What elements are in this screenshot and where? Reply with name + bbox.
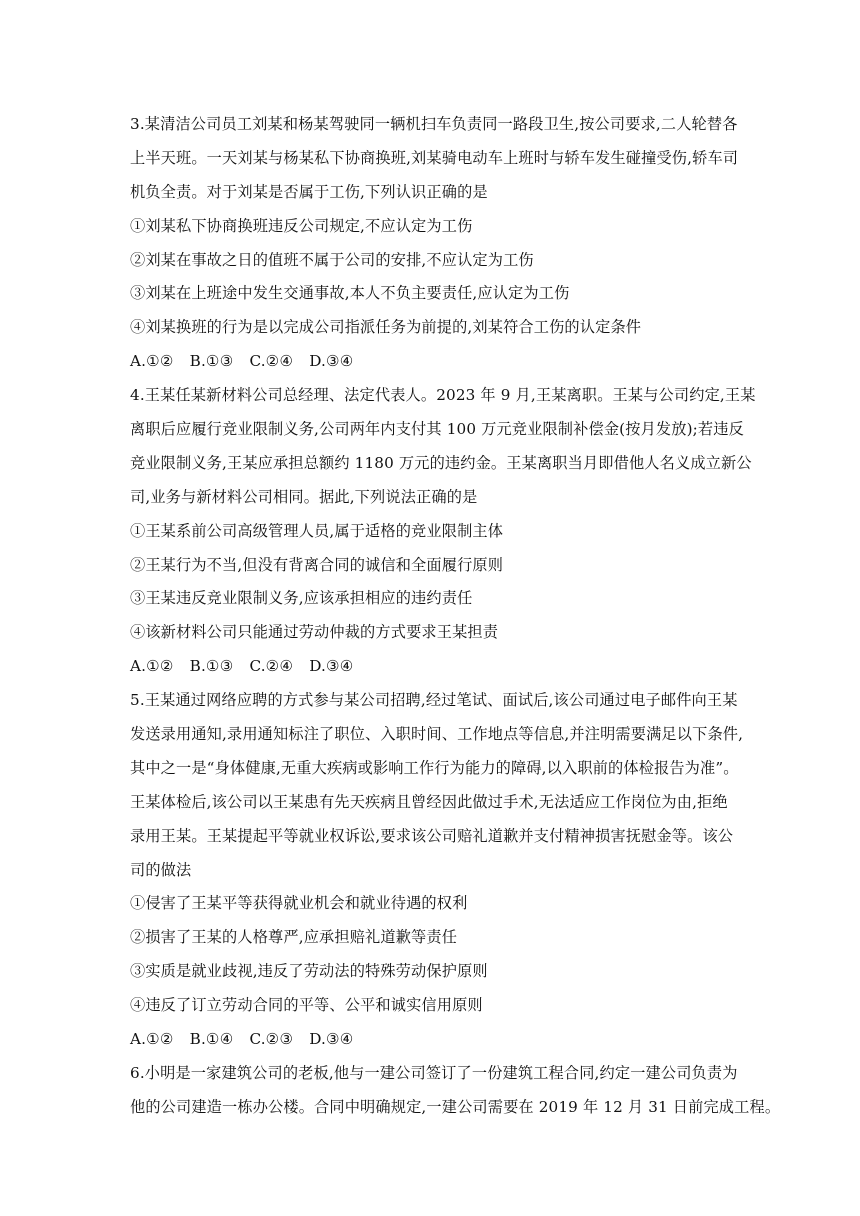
answer-choice-d: D.③④ xyxy=(309,1030,354,1049)
question-content xyxy=(130,108,781,1125)
answer-choice-b: B.①④ xyxy=(189,1030,234,1049)
question-stem-line: 6.小明是一家建筑公司的老板,他与一建公司签订了一份建筑工程合同,约定一建公司负责为 xyxy=(130,1063,738,1082)
answer-choice-c: C.②③ xyxy=(249,1030,294,1049)
question-stem-line: 其中之一是“身体健康,无重大疾病或影响工作行为能力的障碍,以入职前的体检报告为准”。 xyxy=(130,758,739,777)
question-stem-line: 发送录用通知,录用通知标注了职位、入职时间、工作地点等信息,并注明需要满足以下条件, xyxy=(130,725,744,744)
option-statement: ③刘某在上班途中发生交通事故,本人不负主要责任,应认定为工伤 xyxy=(130,284,570,303)
question-stem-line: 4.王某任某新材料公司总经理、法定代表人。2023 年 9 月,王某离职。王某与公司约定,王某 xyxy=(130,386,756,405)
answer-choice-c: C.②④ xyxy=(249,657,294,676)
question-stem-line: 5.王某通过网络应聘的方式参与某公司招聘,经过笔试、面试后,该公司通过电子邮件向王某 xyxy=(130,691,738,710)
option-statement: ④违反了订立劳动合同的平等、公平和诚实信用原则 xyxy=(130,996,483,1015)
question-stem-line: 司,业务与新材料公司相同。据此,下列说法正确的是 xyxy=(130,487,478,506)
question-stem-line: 机负全责。对于刘某是否属于工伤,下列认识正确的是 xyxy=(130,182,488,201)
option-statement: ②损害了王某的人格尊严,应承担赔礼道歉等责任 xyxy=(130,928,458,947)
answer-choice-d: D.③④ xyxy=(309,657,354,676)
question-stem-line: 竞业限制义务,王某应承担总额约 1180 万元的违约金。王某离职当月即借他人名义成立新公 xyxy=(130,453,752,472)
option-statement: ①王某系前公司高级管理人员,属于适格的竞业限制主体 xyxy=(130,521,504,540)
question-stem-line: 录用王某。王某提起平等就业权诉讼,要求该公司赔礼道歉并支付精神损害抚慰金等。该公 xyxy=(130,826,734,845)
question-stem-line: 3.某清洁公司员工刘某和杨某驾驶同一辆机扫车负责同一路段卫生,按公司要求,二人轮替各 xyxy=(130,115,738,133)
answer-choice-a: A.①② xyxy=(130,352,174,371)
answer-choices xyxy=(130,650,715,684)
question-stem-line: 王某体检后,该公司以王某患有先天疾病且曾经因此做过手术,无法适应工作岗位为由,拒绝 xyxy=(130,792,728,811)
answer-choice-b: B.①③ xyxy=(189,352,234,371)
option-statement: ①刘某私下协商换班违反公司规定,不应认定为工伤 xyxy=(130,216,473,235)
option-statement: ③王某违反竞业限制义务,应该承担相应的违约责任 xyxy=(130,589,473,608)
question-6 xyxy=(130,1057,781,1125)
answer-choice-c: C.②④ xyxy=(249,352,294,371)
answer-choice-d: D.③④ xyxy=(309,352,354,371)
question-4 xyxy=(130,379,756,684)
question-3 xyxy=(130,108,739,379)
option-statement: ④刘某换班的行为是以完成公司指派任务为前提的,刘某符合工伤的认定条件 xyxy=(130,318,642,337)
option-statement: ①侵害了王某平等获得就业机会和就业待遇的权利 xyxy=(130,894,468,913)
question-5 xyxy=(130,684,744,1057)
answer-choices xyxy=(130,1023,715,1057)
question-stem-line: 离职后应履行竞业限制义务,公司两年内支付其 100 万元竞业限制补偿金(按月发放);若违反 xyxy=(130,420,744,439)
question-stem-line: 上半天班。一天刘某与杨某私下协商换班,刘某骑电动车上班时与轿车发生碰撞受伤,轿车司 xyxy=(130,148,739,167)
answer-choice-a: A.①② xyxy=(130,1030,174,1049)
option-statement: ②刘某在事故之日的值班不属于公司的安排,不应认定为工伤 xyxy=(130,250,534,269)
question-stem-line: 司的做法 xyxy=(130,860,192,879)
answer-choice-a: A.①② xyxy=(130,657,174,676)
answer-choice-b: B.①③ xyxy=(189,657,234,676)
option-statement: ④该新材料公司只能通过劳动仲裁的方式要求王某担责 xyxy=(130,623,499,642)
option-statement: ②王某行为不当,但没有背离合同的诚信和全面履行原则 xyxy=(130,555,504,574)
answer-choices xyxy=(130,345,715,379)
question-stem-line: 他的公司建造一栋办公楼。合同中明确规定,一建公司需要在 2019 年 12 月 31 日前完成工程。 xyxy=(130,1097,781,1116)
option-statement: ③实质是就业歧视,违反了劳动法的特殊劳动保护原则 xyxy=(130,962,488,981)
